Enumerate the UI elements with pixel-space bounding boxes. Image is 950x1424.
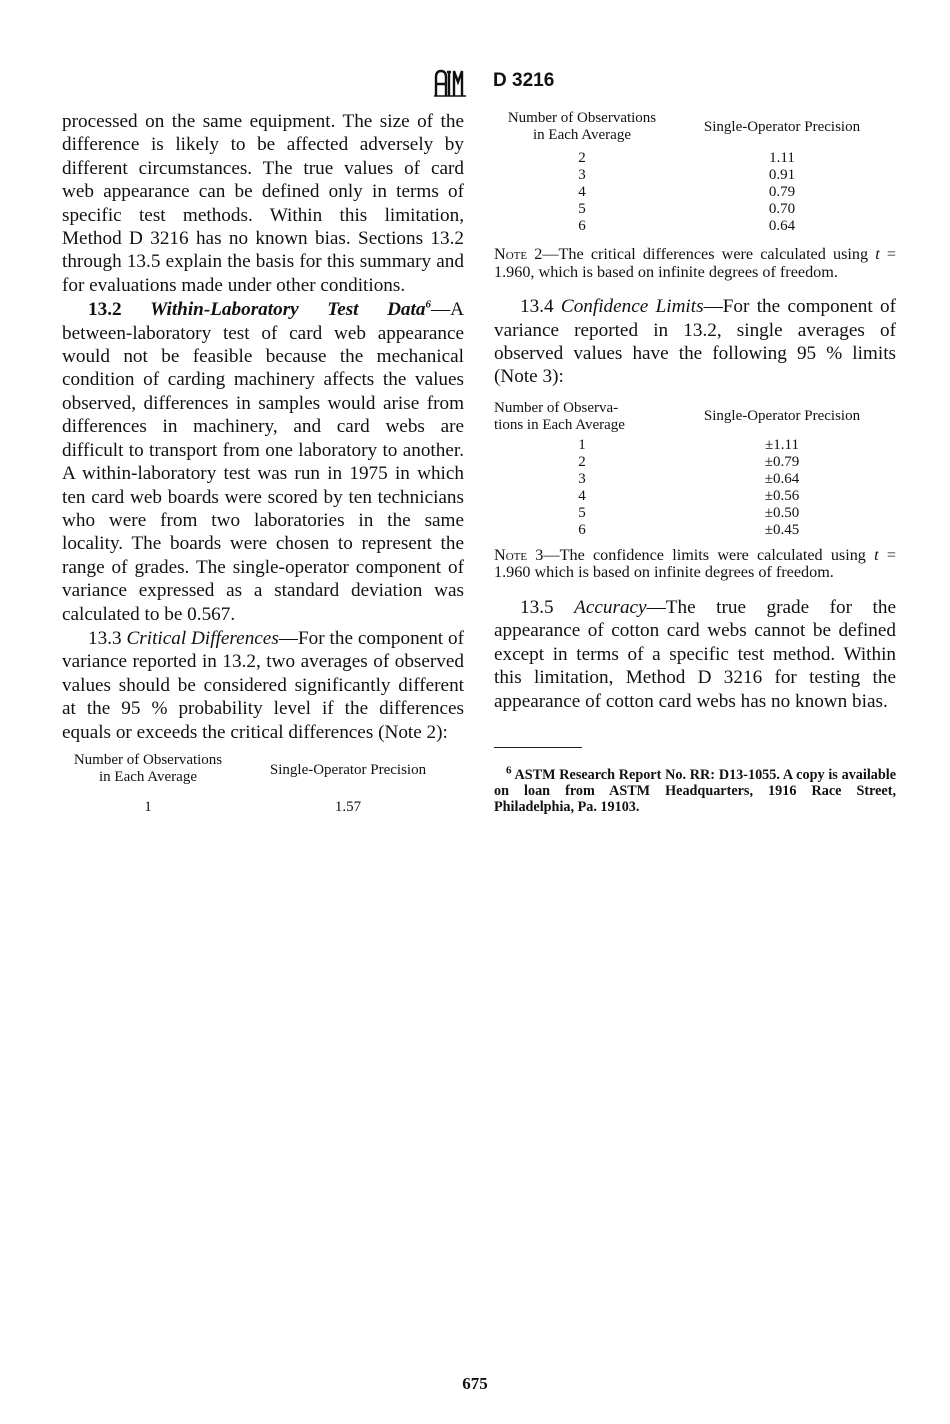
section-13-2 — [62, 298, 464, 626]
precision-cell: ±1.11 — [765, 436, 799, 453]
table-row — [494, 471, 894, 488]
table-row — [494, 144, 894, 167]
precision-cell: ±0.56 — [764, 487, 800, 504]
observations-cell: 3 — [578, 167, 586, 183]
section-text: The true grade for the appearance of cotton card webs cannot be defined except in terms of a specific test method. Within this limitation, Method D 3216 for testing the appearance of cotton card webs has no known bias. — [494, 597, 897, 712]
table-header-row — [62, 752, 462, 786]
right-column — [494, 110, 896, 815]
observations-cell: 2 — [578, 150, 586, 166]
title-dash: — — [278, 627, 298, 649]
section-13-4 — [494, 295, 896, 389]
table-row — [494, 167, 894, 184]
section-title: Accuracy — [574, 597, 647, 618]
footnote-text: ASTM Research Report No. RR: D13-1055. A copy is available on loan from ASTM Headquarters, 1916 Race Street, Philadelphia, Pa. 19103. — [494, 767, 896, 816]
table-row — [494, 454, 894, 471]
observations-cell: 6 — [578, 218, 586, 234]
precision-cell: ±0.45 — [764, 521, 800, 538]
title-dash: — — [703, 296, 723, 318]
footnote-number: 6 — [506, 764, 512, 777]
observations-cell: 2 — [578, 453, 586, 470]
note-label: Note — [494, 545, 528, 564]
table-row — [494, 522, 894, 539]
title-dash: — — [430, 299, 451, 321]
section-title: Confidence Limits — [560, 296, 704, 318]
note-3: Note 3—The confidence limits were calculated using t = 1.960 which is based on infinite degrees of freedom. — [494, 545, 896, 582]
precision-cell: 0.91 — [768, 167, 796, 183]
section-number: 13.3 — [88, 627, 122, 649]
confidence-limits-table — [494, 400, 894, 539]
document-id: D 3216 — [493, 70, 555, 91]
paragraph-continued: processed on the same equipment. The size of the difference is likely to be affected adversely by different circumstances. The true values of card web appearance can be defined only in terms of specific test methods. Within this limitation, Method D 3216 has no known bias. Sections 13.2 through 13.5 explain the basis for this summary and for evaluations made under other conditions. — [62, 111, 464, 296]
note-2: Note 2—The critical differences were calculated using t = 1.960, which is based on infinite degrees of freedom. — [494, 245, 896, 281]
column-header-observations: Number of Observations in Each Average — [507, 110, 657, 143]
section-title: Within-Laboratory Test Data — [150, 299, 426, 321]
observations-cell: 4 — [578, 487, 586, 504]
precision-cell: 0.70 — [768, 201, 796, 217]
observations-cell: 5 — [578, 504, 586, 521]
footnote-ref: 6 — [425, 298, 431, 311]
observations-cell: 1 — [144, 798, 152, 815]
section-text: For the component of variance reported in 13.2, single averages of observed values have the following 95 % limits (Note 3): — [494, 296, 897, 388]
precision-cell: ±0.50 — [764, 504, 800, 521]
precision-cell: 1.57 — [334, 798, 362, 815]
note-label: Note — [494, 245, 528, 263]
critical-differences-table-part1 — [62, 752, 462, 816]
column-header-precision: Single-Operator Precision — [269, 762, 427, 779]
column-header-precision: Single-Operator Precision — [703, 408, 861, 425]
observations-cell: 6 — [578, 521, 586, 538]
table-row — [494, 488, 894, 505]
table-row — [494, 218, 894, 235]
table-header-row — [494, 400, 894, 434]
table-row — [494, 201, 894, 218]
page-header — [0, 68, 950, 102]
section-number: 13.4 — [520, 296, 554, 318]
column-header-observations: Number of Observations in Each Average — [73, 751, 223, 785]
precision-cell: ±0.64 — [764, 470, 800, 487]
precision-cell: 1.11 — [769, 150, 795, 166]
page-number: 675 — [462, 1374, 488, 1393]
observations-cell: 4 — [578, 184, 586, 200]
table-row — [494, 505, 894, 522]
precision-cell: ±0.79 — [764, 453, 800, 470]
section-number: 13.2 — [88, 299, 122, 321]
footnote-6 — [494, 764, 896, 816]
section-text: For the component of variance reported in 13.2, two averages of observed values should be considered significantly different at the 95 % probability level if the differences equals or exceeds the critical differences (Note 2): — [62, 627, 464, 743]
section-13-3 — [62, 627, 464, 744]
table-row — [494, 184, 894, 201]
section-title: Critical Differences — [126, 627, 279, 649]
precision-cell: 0.79 — [768, 184, 796, 200]
critical-differences-table-part2 — [494, 110, 894, 235]
section-number: 13.5 — [520, 597, 554, 618]
table-row — [62, 786, 462, 816]
footnote-rule — [494, 747, 582, 748]
table-row — [494, 434, 894, 454]
table-header-row — [494, 110, 894, 144]
column-header-observations: Number of Observa- tions in Each Average — [494, 399, 625, 433]
observations-cell: 1 — [578, 436, 586, 453]
section-13-5 — [494, 596, 896, 713]
precision-cell: 0.64 — [768, 218, 796, 234]
left-column — [62, 110, 464, 816]
column-header-precision: Single-Operator Precision — [703, 118, 861, 135]
observations-cell: 5 — [578, 201, 586, 217]
astm-logo-icon — [433, 68, 467, 98]
title-dash: — — [646, 597, 666, 618]
observations-cell: 3 — [578, 470, 586, 487]
section-text: A between-laboratory test of card web appearance would not be feasible because the mechanical condition of carding machinery affects the values observed, differences in samples would arise from differences in machinery, and card webs are difficult to transport from one laboratory to another. A within-laboratory test was run in 1975 in which ten card web boards were scored by ten technicians who were from two laboratories in the same locality. The boards were chosen to represent the range of grades. The single-operator component of variance expressed as a standard deviation was calculated to be 0.567. — [62, 299, 464, 625]
